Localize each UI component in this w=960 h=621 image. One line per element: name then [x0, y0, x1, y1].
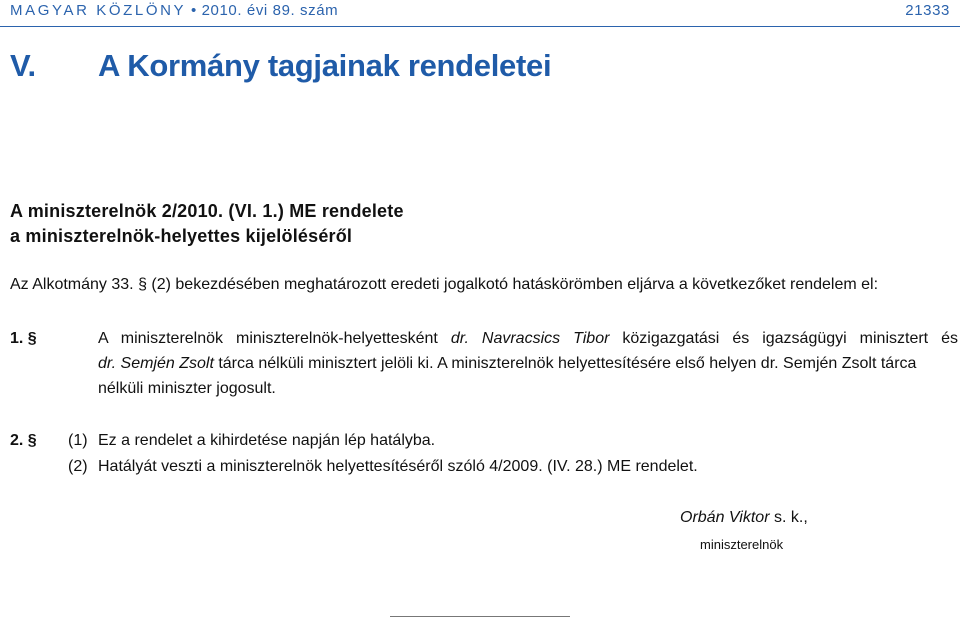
chapter-heading [10, 48, 551, 84]
item-1-number: (1) [68, 432, 88, 449]
signer-role: miniszterelnök [700, 537, 784, 552]
decree-title [10, 199, 404, 249]
publication-name: MAGYAR KÖZLÖNY [10, 2, 187, 19]
section-1-label [10, 326, 37, 351]
section-2-item-1 [68, 428, 435, 453]
section-1-line1 [98, 326, 958, 351]
section-2-item-2 [68, 454, 698, 479]
person-name-semjen: dr. Semjén Zsolt [98, 355, 214, 372]
running-head [10, 2, 338, 19]
chapter-number: V. [10, 48, 36, 83]
section-1-text-a: A miniszterelnök miniszterelnök-helyettesként [98, 330, 451, 347]
item-2-text: Hatályát veszti a miniszterelnök helyettesítéséről szóló 4/2009. (IV. 28.) ME rendelet. [98, 458, 698, 475]
section-1-body [98, 326, 958, 401]
section-2-number: 2. § [10, 432, 37, 449]
item-1-text: Ez a rendelet a kihirdetése napján lép hatályba. [98, 432, 436, 449]
section-1-text-b: közigazgatási és igazságügyi minisztert és [609, 330, 958, 347]
chapter-title: A Kormány tagjainak rendeletei [98, 48, 552, 83]
header-rule [0, 26, 960, 27]
person-name-navracsics: dr. Navracsics Tibor [450, 330, 610, 347]
decree-title-line2: a miniszterelnök-helyettes kijelöléséről [10, 226, 353, 246]
signer-suffix: s. k., [769, 509, 808, 526]
signature [680, 509, 808, 527]
item-2-number: (2) [68, 458, 88, 475]
preamble: Az Alkotmány 33. § (2) bekezdésében meghatározott eredeti jogalkotó hatáskörömben eljárva a következőket rendelem el: [10, 276, 879, 293]
page-number: 21333 [905, 2, 950, 19]
section-1-number: 1. § [10, 330, 37, 347]
signer-name: Orbán Viktor [680, 509, 770, 526]
section-1-line2 [98, 355, 916, 372]
section-1-text-c: tárca nélküli minisztert jelöli ki. A miniszterelnök helyettesítésére első helyen dr. Semjén Zsolt tárca [213, 355, 917, 372]
footer-rule [390, 616, 570, 617]
decree-title-line1: A miniszterelnök 2/2010. (VI. 1.) ME rendelete [10, 201, 404, 221]
section-1-line3: nélküli miniszter jogosult. [98, 380, 276, 397]
header-bullet: • [190, 2, 197, 19]
section-2-label [10, 428, 37, 453]
issue-label: 2010. évi 89. szám [201, 2, 339, 19]
